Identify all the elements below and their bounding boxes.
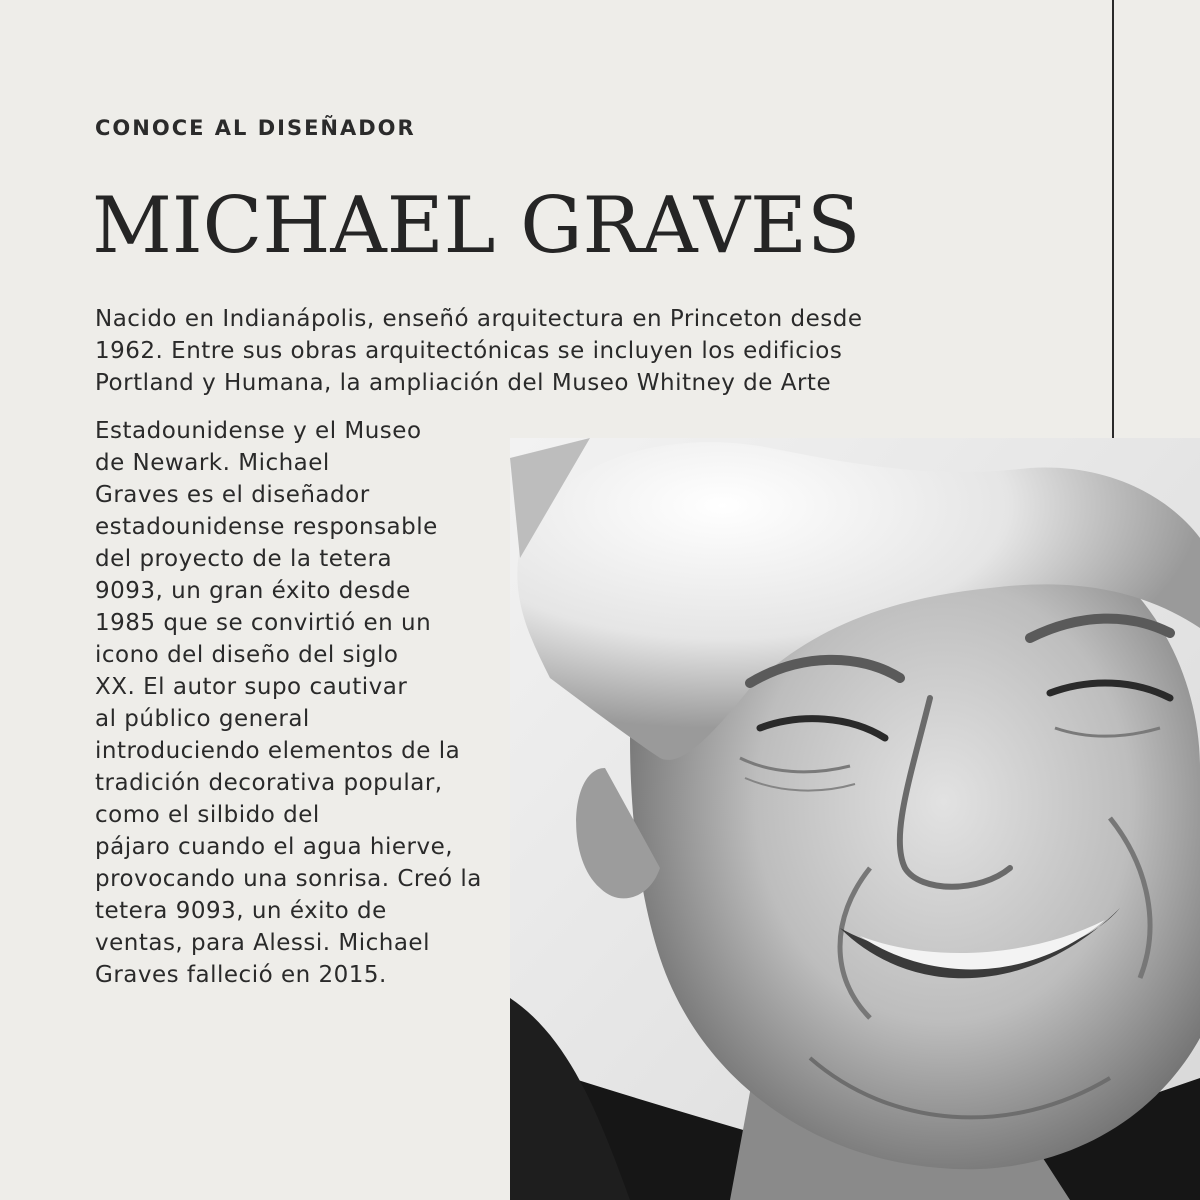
- designer-portrait-photo: [510, 438, 1200, 1200]
- bio-line: ventas, para Alessi. Michael: [95, 930, 430, 956]
- bio-line: estadounidense responsable: [95, 514, 438, 540]
- bio-line: Estadounidense y el Museo: [95, 418, 422, 444]
- bio-line: tetera 9093, un éxito de: [95, 898, 387, 924]
- portrait-photo-icon: [510, 438, 1200, 1200]
- bio-line: como el silbido del: [95, 802, 320, 828]
- bio-line: 1962. Entre sus obras arquitectónicas se incluyen los edificios: [95, 338, 843, 364]
- designer-name-title: MICHAEL GRAVES: [92, 181, 861, 271]
- bio-line: tradición decorativa popular,: [95, 770, 443, 796]
- bio-line: 1985 que se convirtió en un: [95, 610, 432, 636]
- section-kicker: CONOCE AL DISEÑADOR: [95, 116, 416, 140]
- bio-line: Nacido en Indianápolis, enseñó arquitectura en Princeton desde: [95, 306, 863, 332]
- bio-line: Graves falleció en 2015.: [95, 962, 387, 988]
- bio-line: provocando una sonrisa. Creó la: [95, 866, 482, 892]
- bio-line: XX. El autor supo cautivar: [95, 674, 408, 700]
- bio-line: 9093, un gran éxito desde: [95, 578, 411, 604]
- bio-line: del proyecto de la tetera: [95, 546, 393, 572]
- bio-paragraph-column: [95, 415, 482, 991]
- bio-line: introduciendo elementos de la: [95, 738, 461, 764]
- bio-line: de Newark. Michael: [95, 450, 330, 476]
- bio-line: Graves es el diseñador: [95, 482, 370, 508]
- bio-line: icono del diseño del siglo: [95, 642, 399, 668]
- bio-line: al público general: [95, 706, 310, 732]
- bio-line: Portland y Humana, la ampliación del Museo Whitney de Arte: [95, 370, 832, 396]
- vertical-rule: [1112, 0, 1114, 440]
- bio-line: pájaro cuando el agua hierve,: [95, 834, 454, 860]
- bio-paragraph-intro: [95, 303, 863, 399]
